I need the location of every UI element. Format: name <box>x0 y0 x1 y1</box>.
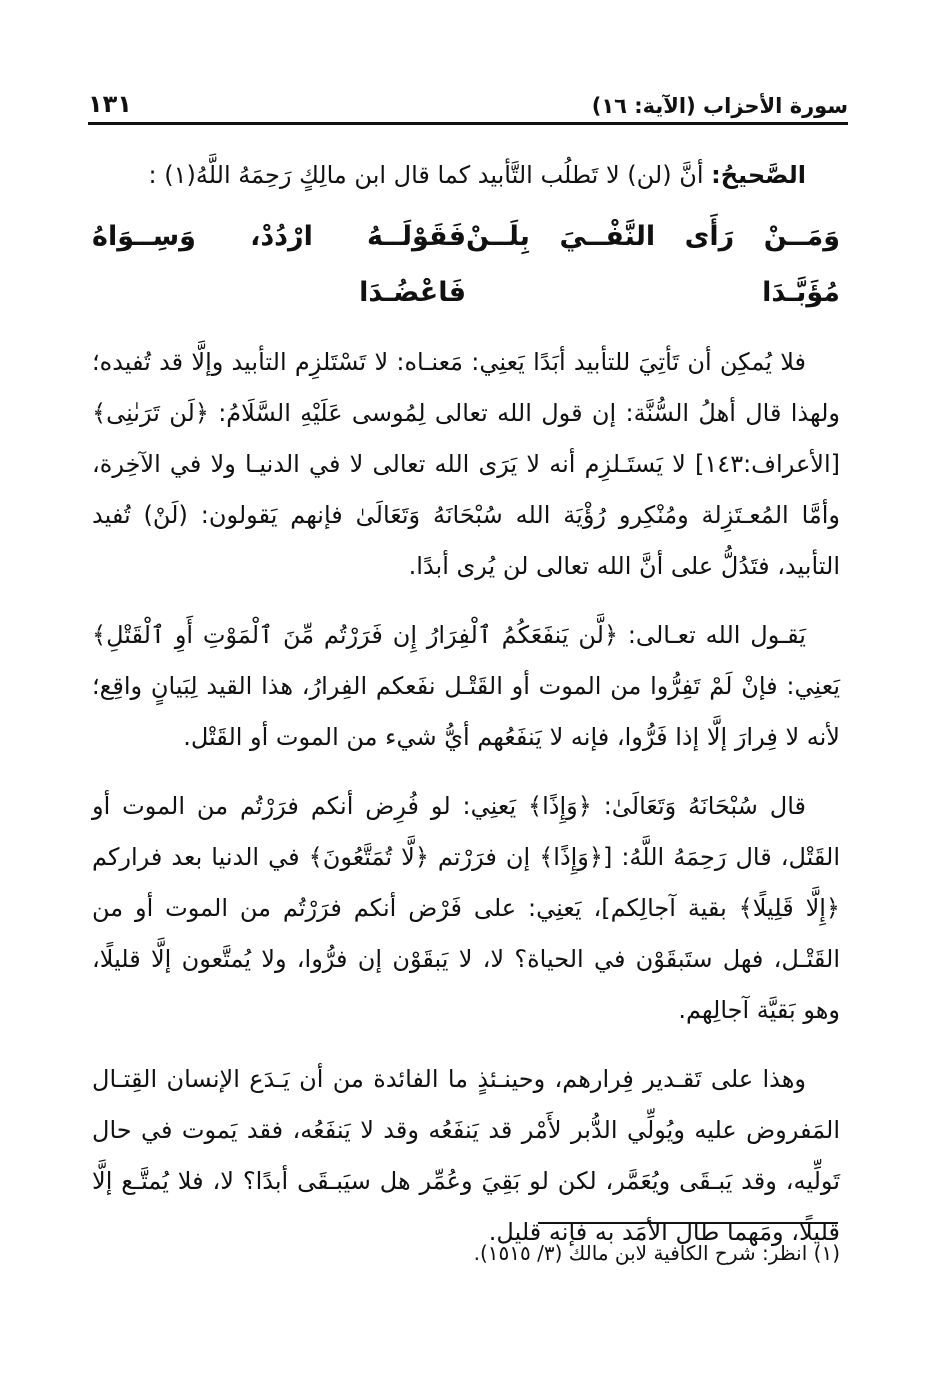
page-number: ١٣١ <box>88 90 132 118</box>
verse-first-hemistich: وَمَــنْ رَأَى النَّفْــيَ بِلَــنْ مُؤَبَّـدَا <box>466 221 840 308</box>
running-title: سورة الأحزاب (الآية: ١٦) <box>591 94 848 118</box>
intro-text: أنَّ (لن) لا تَطلُب التَّأبيد كما قال ابن مالِكٍ رَحِمَهُ اللَّهُ(١) : <box>148 161 712 189</box>
paragraph-intro <box>92 150 840 201</box>
lead-word: الصَّحيحُ: <box>711 161 806 189</box>
paragraph-4: قال سُبْحَانَهُ وَتَعَالَىٰ: ﴿وَإِذًا﴾ يَعنِي: لو فُرِض أنكم فرَرْتُم من الموت أو القَتْل، قال رَحِمَهُ اللَّهُ: [﴿وَإِذًا﴾ إن فرَرْتم ﴿لَّا تُمَتَّعُونَ﴾ في الدنيا بعد فراركم ﴿إِلَّا قَلِيلًا﴾ بقية آجالِكم]، يَعنِي: على فَرْض أنكم فرَرْتُم من الموت أو من القَتْـل، فهل ستَبقَوْن في الحياة؟ لا، لا يَبقَوْن إن فرُّوا، ولا يُمتَّعون إلَّا قليلًا، وهو بَقيَّة آجالِهم. <box>92 792 840 1024</box>
footnote-divider <box>538 1222 838 1224</box>
verse-second-hemistich: فَقَوْلَــهُ ارْدُدْ، وَسِــوَاهُ فَاعْضُـدَا <box>92 221 467 308</box>
main-text <box>92 150 840 1258</box>
footnote: (١) انظر: شرح الكافية لابن مالك (٣/ ١٥١٥). <box>473 1241 840 1265</box>
poem-verse <box>92 209 840 321</box>
paragraph-5: وهذا على تَقـدير فِرارهم، وحينـئذٍ ما الفائدة من أن يَـدَع الإنسان القِتـال المَفروض عليه ويُولِّي الدُّبر لأَمْر قد يَنفَعُه وقد لا يَنفَعُه، فقد يَموت في حال تَولِّيه، وقد يَبـقَى ويُعَمَّر، لكن لو بَقِيَ وعُمِّر هل سيَبـقَى أبدًا؟ لا، فلا يُمتَّـع إلَّا قليلًا، ومَهما طال الأمَد به فإنه قليل. <box>92 1065 840 1246</box>
paragraph-2: فلا يُمكِن أن تَأتِيَ للتأبيد أبَدًا يَعنِي: مَعنـاه: لا تَسْتَلزِم التأبيد وإلَّا قد تُفيده؛ ولهذا قال أهلُ السُّنَّة: إن قول الله تعالى لِمُوسى عَلَيْهِ السَّلَامُ: ﴿لَن تَرَىٰنِى﴾ [الأعراف:١٤٣] لا يَستَـلزِم أنه لا يَرَى الله تعالى لا في الدنيـا ولا في الآخِرة، وأمَّا المُعـتَزِلة ومُنْكِرو رُؤْيَة الله سُبْحَانَهُ وَتَعَالَىٰ فإنهم يَقولون: (لَنْ) تُفيد التأبيد، فتَدُلُّ على أنَّ الله تعالى لن يُرى أبدًا. <box>92 348 840 580</box>
paragraph-3: يَقـول الله تعـالى: ﴿لَّن يَنفَعَكُمُ ٱلْفِرَارُ إِن فَرَرْتُم مِّنَ ٱلْمَوْتِ أَوِ ٱلْقَتْلِ﴾ يَعنِي: فإنْ لَمْ تَفِرُّوا من الموت أو القَتْـل نفَعكم الفِرارُ، هذا القيد لِبَيانٍ واقِع؛ لأنه لا فِرارَ إلَّا إذا فَرُّوا، فإنه لا يَنفَعُهم أيُّ شيء من الموت أو القَتْل. <box>92 621 840 751</box>
page-header <box>88 78 848 125</box>
